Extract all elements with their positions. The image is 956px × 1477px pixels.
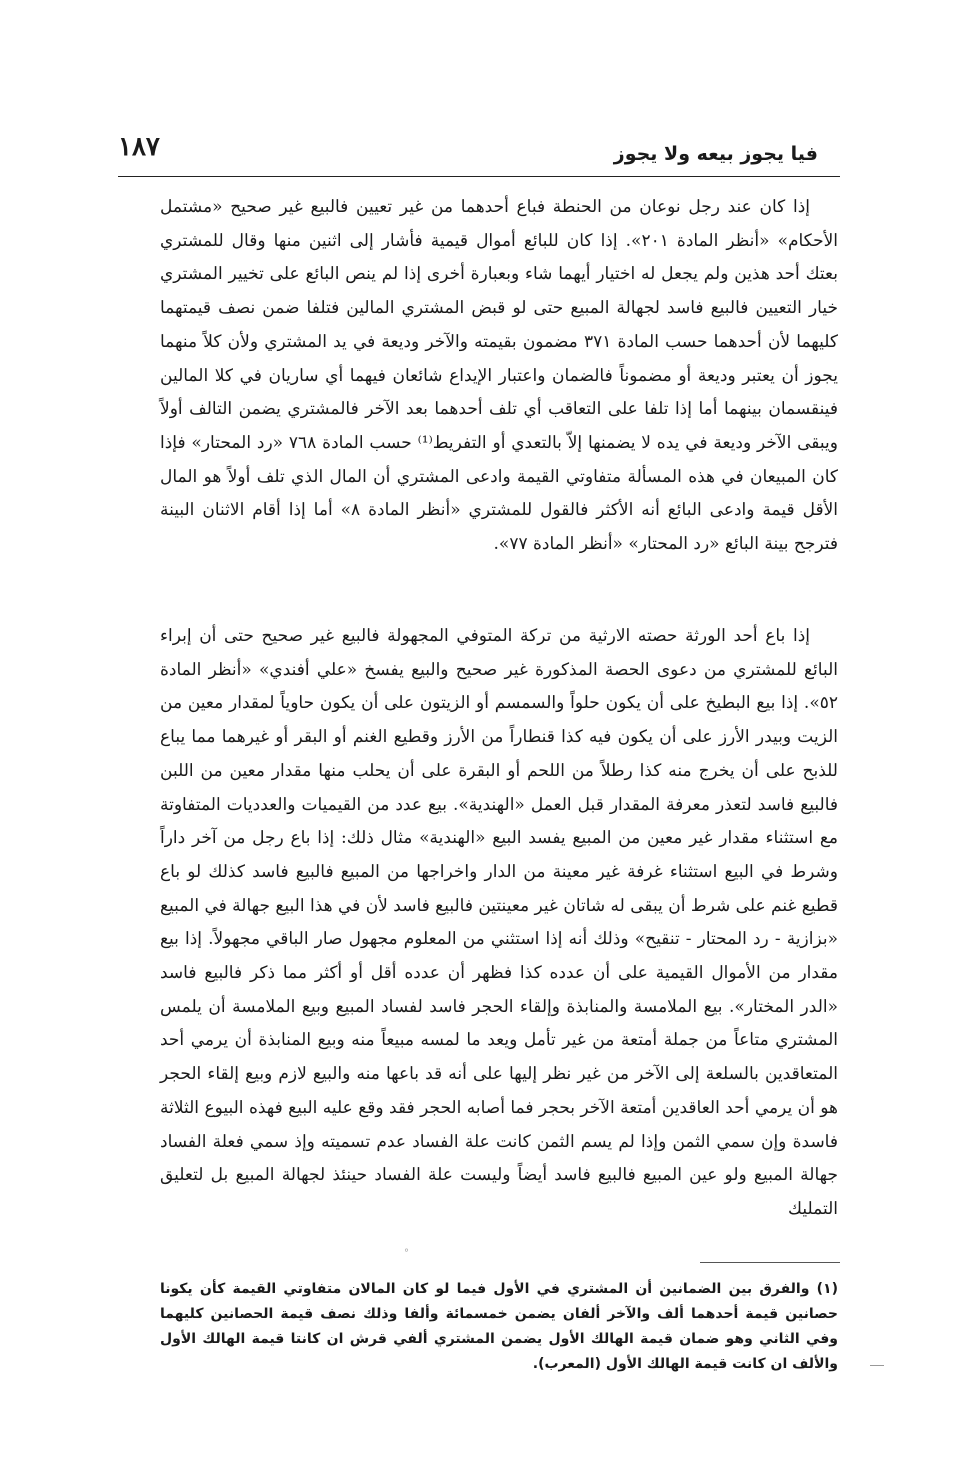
stray-mark: ° <box>404 1248 409 1259</box>
header-rule <box>118 176 840 177</box>
footnote-text: (١) والفرق بين الضمانين أن المشتري في الأول فيما لو كان المالان متفاوتي القيمة كأن يكونا حصانين قيمة أحدهما ألف والآخر ألفان يضمن خمسمائة وألفا وذلك نصف قيمة الحصانين كليهما وفي الثاني وهو ضمان قيمة الهالك الأول يضمن المشتري ألفي قرش ان كانتا قيمة الهالك الأول والألف ان كانت قيمة الهالك الأول (المعرب). <box>160 1281 838 1372</box>
paragraph-1-text: إذا كان عند رجل نوعان من الحنطة فباع أحدهما من غير تعيين فالبيع غير صحيح «مشتمل الأحكام» «أنظر المادة ٢٠١». إذا كان للبائع أموال قيمية فأشار إلى اثنين منها وقال للمشتري بعتك أحد هذين ولم يجعل له اختيار أيهما شاء وبعبارة أخرى إذا لم ينص البائع على تخيير المشتري خيار التعيين فالبيع فاسد لجهالة المبيع حتى لو قبض المشتري المالين فتلفا ضمن نصف قيمتهما كليهما لأن أحدهما حسب المادة ٣٧١ مضمون بقيمته والآخر وديعة في يد المشتري ولأن كلاً منهما يجوز أن يعتبر وديعة أو مضموناً فالضمان واعتبار الإيداع شائعان فيهما أي ساريان في كلا المالين فينقسمان بينهما أما إذا تلفا على التعاقب أي تلف أحدهما بعد الآخر فالمشتري يضمن التالف أولاً ويبقى الآخر وديعة في يده لا يضمنها إلاّ بالتعدي أو التفريط⁽¹⁾ حسب المادة ٧٦٨ «رد المحتار» فإذا كان المبيعان في هذه المسألة متفاوتي القيمة وادعى المشتري أن المال الذي تلف أولاً هو المال الأقل قيمة وادعى البائع أنه الأكثر فالقول للمشتري «أنظر المادة ٨» أما إذا أقام الاثنان البينة فترجح بينة البائع «رد المحتار» «أنظر المادة ٧٧». <box>160 197 838 555</box>
margin-mark <box>870 1365 884 1366</box>
running-head: فيا يجوز بيعه ولا يجوز <box>613 143 818 165</box>
footnote <box>160 1277 838 1377</box>
paragraph-2-text: إذا باع أحد الورثة حصته الارثية من تركة المتوفي المجهولة فالبيع غير صحيح حتى أن إبراء البائع للمشتري من دعوى الحصة المذكورة غير صحيح والبيع يفسخ «علي أفندي» «أنظر المادة ٥٢». إذا بيع البطيخ على أن يكون حلواً والسمسم أو الزيتون على أن يكون حاوياً لمقدار معين من الزيت وبيدر الأرز على أن يكون فيه كذا قنطاراً من الأرز وقطيع الغنم أو البقر أو غيرهما مما يباع للذبح على أن يخرج منه كذا رطلاً من اللحم أو البقرة على أن يحلب منها مقدار معين من اللبن فالبيع فاسد لتعذر معرفة المقدار قبل العمل «الهندية». بيع عدد من القيميات والعدديات المتفاوتة مع استثناء مقدار غير معين من المبيع يفسد البيع «الهندية» مثال ذلك: إذا باع رجل من آخر داراً وشرط في البيع استثناء غرفة غير معينة من الدار واخراجها من المبيع فالبيع فاسد كذلك لو باع قطيع غنم على شرط أن يبقى له شاتان غير معينتين فالبيع فاسد لأن في هذا البيع جهالة في المبيع «بزازية - رد المحتار - تنقيح» وذلك أنه إذا استثني من المعلوم مجهول صار الباقي مجهولاً. إذا بيع مقدار من الأموال القيمية على أن عدده كذا فظهر أن عدده أقل أو أكثر مما ذكر فالبيع فاسد «الدر المختار». بيع الملامسة والمنابذة وإلقاء الحجر فاسد لفساد المبيع وبيع الملامسة أن يلمس المشتري متاعاً من جملة أمتعة من غير تأمل ويعد ما لمسه مبيعاً منه وبيع المنابذة أن يرمي أحد المتعاقدين بالسلعة إلى الآخر من غير نظر إليها على أنه قد باعها منه والبيع لازم وبيع إلقاء الحجر هو أن يرمي أحد العاقدين أمتعة الآخر بحجر فما أصابه الحجر فقد وقع عليه البيع فهذه البيوع الثلاثة فاسدة وإن سمي الثمن وإذا لم يسم الثمن كانت علة الفساد عدم تسميته وإذ سمي فعلة الفساد جهالة المبيع ولو عين المبيع فالبيع فاسد أيضاً وليست علة الفساد حينئذ لجهالة المبيع بل لتعليق التمليك <box>160 626 838 1219</box>
body-paragraph-1 <box>160 191 838 562</box>
footnote-rule <box>700 1262 840 1263</box>
page-number: ١٨٧ <box>118 132 160 162</box>
body-paragraph-2 <box>160 620 838 1227</box>
